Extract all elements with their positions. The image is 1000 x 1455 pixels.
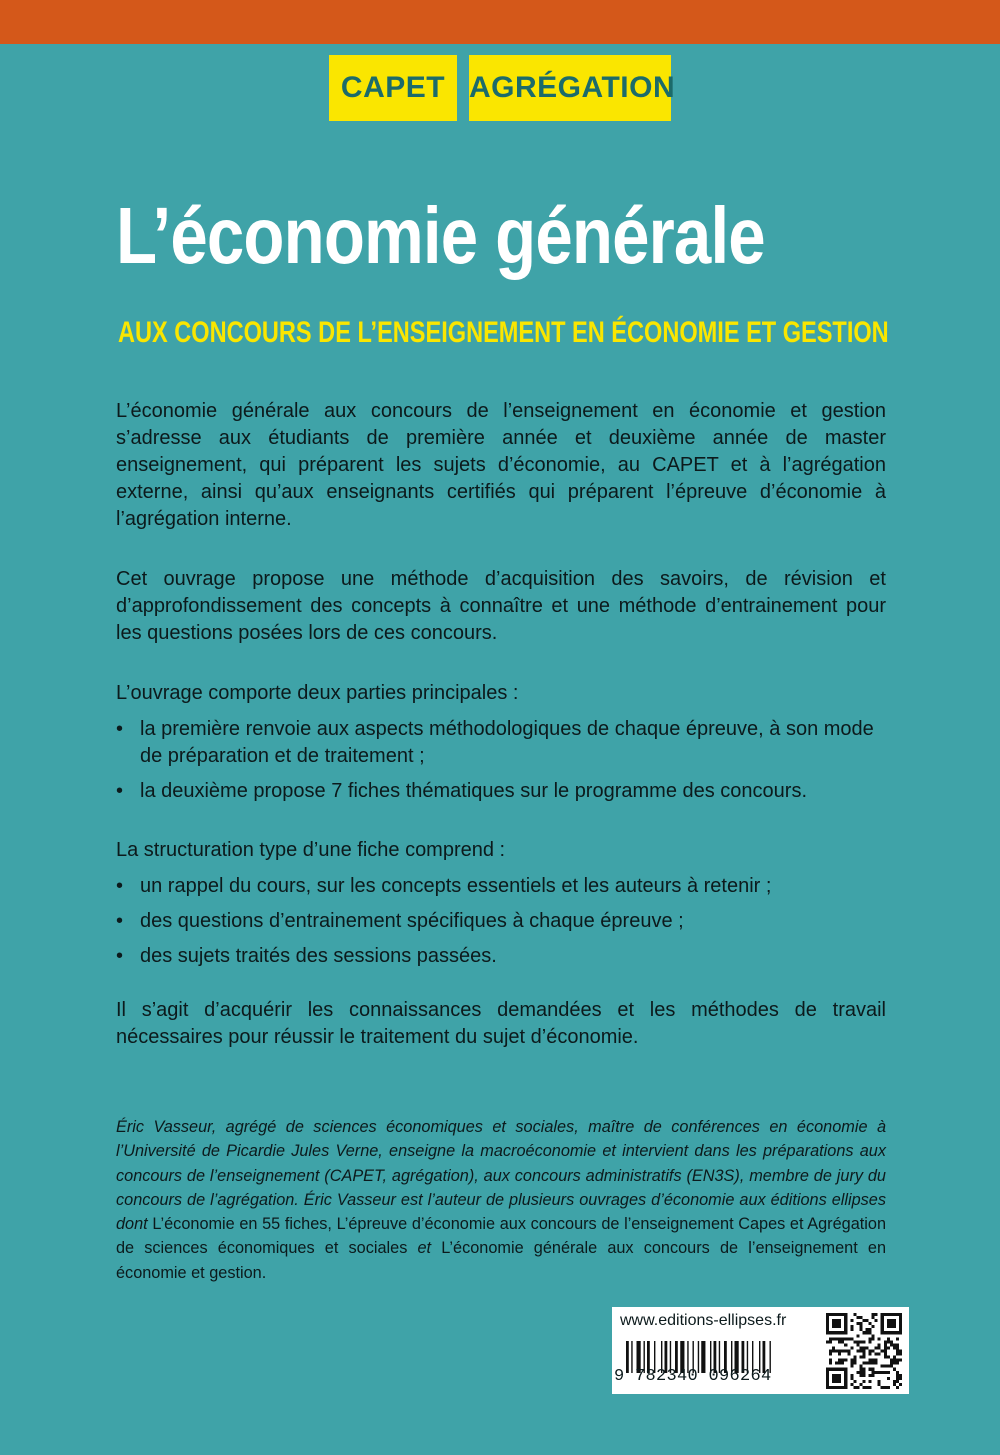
paragraph-parts: L’ouvrage comporte deux parties principales : — [116, 682, 519, 704]
author-bio — [116, 1115, 886, 1285]
list-item: • des questions d’entrainement spécifiques à chaque épreuve ; — [116, 908, 886, 935]
isbn-number: 9 782340 096264 — [614, 1367, 772, 1386]
bio-conjunction: et — [417, 1239, 432, 1258]
book-title: L’économie générale — [116, 191, 765, 280]
paragraph-intro: L’économie générale aux concours de l’enseignement en économie et gestion s’adresse aux étudiants de première année et deuxième année de master enseignement, qui préparent les sujets d’économie, au CAPET et à l’agrégation externe, ainsi qu’aux enseignants certifiés qui préparent l’épreuve d’économie à l’agrégation interne. — [116, 400, 886, 530]
paragraph-method: Cet ouvrage propose une méthode d’acquisition des savoirs, de révision et d’approfondissement des concepts à connaître et une méthode d’entrainement pour les questions posées lors de ces concours. — [116, 568, 886, 644]
bio-text: Éric Vasseur, agrégé de sciences économiques et sociales, maître de conférences en économie à l’Université de Picardie Jules Verne, enseigne la macroéconomie et intervient dans les préparations aux concours de l’enseignement (CAPET, agrégation), aux concours administratifs (EN3S), membre de jury du concours de l’agrégation. Éric Vasseur est l’auteur de plusieurs ouvrages d’économie aux éditions ellipses dont — [116, 1118, 886, 1234]
qr-code-icon — [826, 1313, 902, 1389]
tag-agregation: AGRÉGATION — [469, 55, 671, 121]
top-color-band — [0, 0, 1000, 44]
paragraph-goal: Il s’agit d’acquérir les connaissances demandées et les méthodes de travail nécessaires pour réussir le traitement du sujet d’économie. — [116, 999, 886, 1048]
parts-list — [116, 716, 886, 805]
list-item: • des sujets traités des sessions passées. — [116, 943, 886, 970]
description — [116, 398, 886, 1051]
list-item: • un rappel du cours, sur les concepts essentiels et les auteurs à retenir ; — [116, 873, 886, 900]
book-subtitle: AUX CONCOURS DE L’ENSEIGNEMENT EN ÉCONOMIE ET GESTION — [118, 316, 889, 349]
bio-book-titles: L’économie en 55 fiches, L’épreuve d’économie aux concours de l’enseignement Capes et Agrégation de sciences économiques et sociales — [116, 1215, 887, 1258]
structure-list — [116, 873, 886, 970]
publisher-url: www.editions-ellipses.fr — [620, 1312, 787, 1329]
list-item: • la première renvoie aux aspects méthodologiques de chaque épreuve, à son mode de préparation et de traitement ; — [116, 716, 886, 770]
barcode-panel — [612, 1307, 909, 1394]
tag-capet: CAPET — [329, 55, 457, 121]
paragraph-structure: La structuration type d’une fiche comprend : — [116, 839, 506, 861]
list-item: • la deuxième propose 7 fiches thématiques sur le programme des concours. — [116, 778, 886, 805]
bio-book-title-last: L’économie générale aux concours de l’enseignement en économie et gestion. — [116, 1239, 886, 1282]
